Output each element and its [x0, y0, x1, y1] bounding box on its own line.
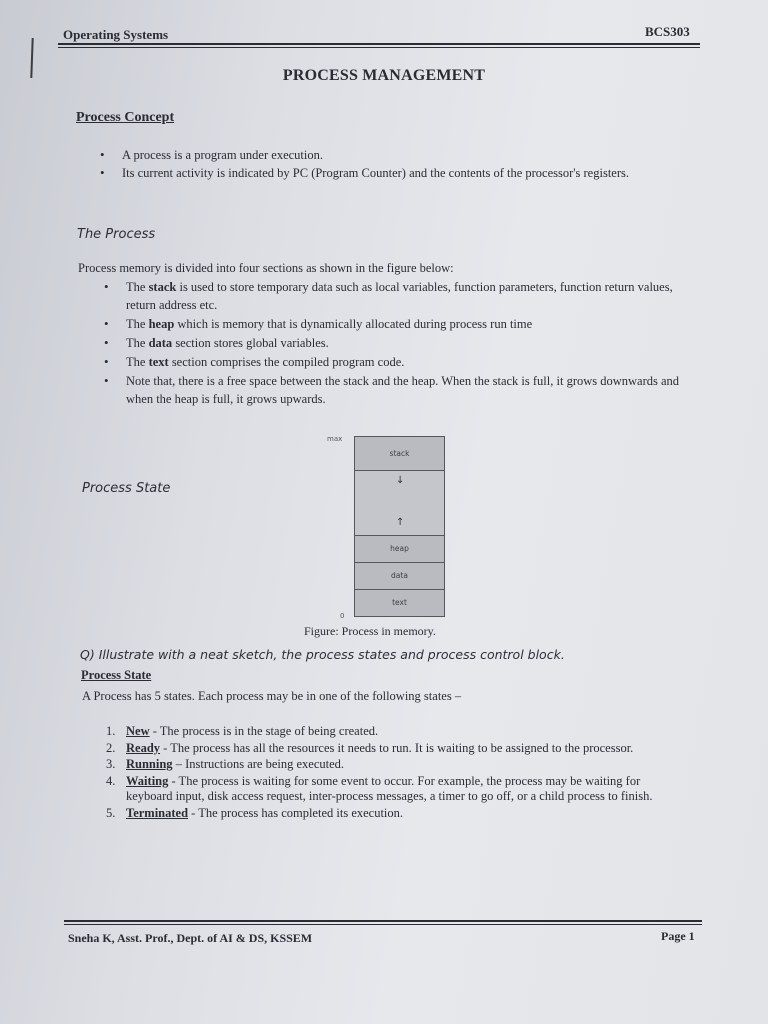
- handwritten-process-state: Process State: [82, 481, 171, 496]
- list-item: • The text section comprises the compiled program code.: [104, 353, 694, 371]
- list-item: 5. Terminated - The process has completed its execution.: [106, 805, 404, 820]
- segment-data: data: [355, 563, 444, 590]
- list-item: • Its current activity is indicated by PC (Program Counter) and the contents of the processor's registers.: [100, 164, 690, 182]
- list-item: • The stack is used to store temporary data such as local variables, function parameters, function return values, return address etc.: [104, 278, 694, 314]
- list-item: • The heap which is memory that is dynamically allocated during process run time: [104, 315, 694, 333]
- list-item: • A process is a program under execution.: [100, 146, 690, 164]
- handwritten-the-process: The Process: [77, 227, 156, 242]
- footer-author: Sneha K, Asst. Prof., Dept. of AI & DS, KSSEM: [68, 931, 313, 945]
- list-item: 4. Waiting - The process is waiting for some event to occur. For example, the process may be waiting for keyboard input, disk access request, inter-process messages, a timer to go off, or a child process to finish.: [106, 773, 653, 803]
- process-memory-list: [104, 278, 694, 409]
- process-memory-diagram: [354, 436, 445, 617]
- page-title: PROCESS MANAGEMENT: [282, 67, 486, 84]
- process-memory-intro: Process memory is divided into four sections as shown in the figure below:: [78, 261, 454, 275]
- arrow-up-icon: ↑: [396, 517, 405, 528]
- handwritten-question: Q) Illustrate with a neat sketch, the process states and process control block.: [80, 647, 565, 662]
- footer-page-number: Page 1: [661, 929, 695, 943]
- list-item: 3. Running – Instructions are being executed.: [106, 757, 345, 771]
- list-item: 1. New - The process is in the stage of being created.: [106, 724, 379, 738]
- memory-max-label: max: [327, 435, 343, 443]
- header-code: BCS303: [645, 24, 690, 39]
- list-item: • Note that, there is a free space between the stack and the heap. When the stack is full, it grows downwards and when the heap is full, it grows upwards.: [104, 372, 694, 408]
- figure-caption: Figure: Process in memory.: [304, 624, 436, 638]
- segment-stack: stack: [355, 437, 444, 471]
- footer-rule-thin: [64, 924, 702, 925]
- process-concept-list: [100, 146, 690, 182]
- process-state-intro: A Process has 5 states. Each process may be in one of the following states –: [82, 689, 462, 703]
- process-states-list: [106, 724, 666, 822]
- header-rule: [58, 43, 700, 45]
- header-rule-thin: [58, 47, 700, 48]
- arrow-down-icon: ↓: [396, 475, 405, 486]
- segment-heap: heap: [355, 536, 444, 563]
- footer-rule: [64, 920, 702, 922]
- list-item: • The data section stores global variables.: [104, 334, 694, 352]
- segment-text: text: [392, 598, 407, 607]
- segment-free-space: [355, 471, 444, 536]
- header-course: Operating Systems: [63, 27, 169, 42]
- process-state-heading: Process State: [81, 668, 152, 682]
- process-concept-heading: Process Concept: [76, 110, 175, 125]
- memory-zero-label: 0: [340, 612, 345, 620]
- list-item: 2. Ready - The process has all the resources it needs to run. It is waiting to be assigned to the processor.: [106, 740, 634, 755]
